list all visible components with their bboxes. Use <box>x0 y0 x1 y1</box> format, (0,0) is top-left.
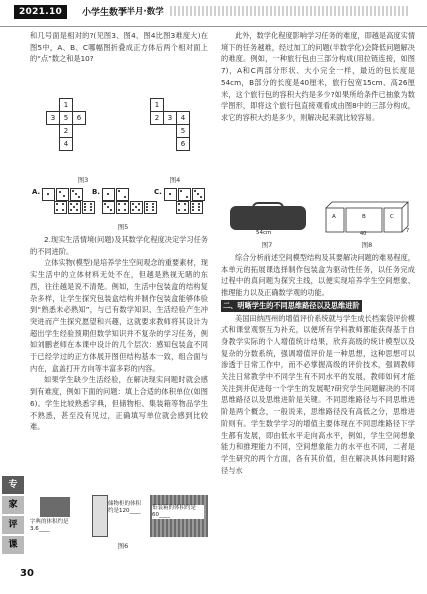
right-paragraph-3: 美国田纳西州的增值评价系统就与学生成长档案袋评价模式和课堂观察互为补充，以便所有学科教师都能获得基于自身教学实际的个人增值统计结果，欣弃高级的统计模型以及复杂的分数系统，强调增值评价是一种思想，这种思想可以渗透于日常工作中，而不必掌握高级的评价技术，强调教师关注日常教学中不同学生有不同水平的发展，教师如何才能关注到并促进每一个学生的发展呢?研究学生问题解决的不同思维路径以及思维进阶是关键。不同思维路径与不同思维进阶是两个概念，一般说来，思维路径没有高低之分，思维进阶则有。学生数学学习的增值主要体现在不同思维路径下学生都有发展，即由低水平走向高水平，例如，学生空间想象能力和推理能力不同，空间想象能力的水平也不同，二者是学生研究的两个方面，各有其价值，但在解决具体问题时路径与水 <box>221 313 415 475</box>
box-dim-40: 40 <box>360 231 367 237</box>
net4-cell: 2 <box>151 112 164 125</box>
net4-cell: 3 <box>164 112 177 125</box>
locker-image <box>90 495 145 537</box>
net4-cell: 6 <box>177 138 190 151</box>
dice-face <box>130 201 143 214</box>
right-column-body <box>221 252 415 476</box>
dictionary-label: 字典的体积约是3.6____ <box>30 519 69 532</box>
rail-tab-3: 评 <box>2 516 24 534</box>
net3-cell: 1 <box>60 99 73 112</box>
net3-cell: 2 <box>60 125 73 138</box>
page-header <box>0 0 427 27</box>
net3-cell: 4 <box>60 138 73 151</box>
locker-label: 储物柜的体积约是120____ <box>108 501 142 514</box>
figure-7-caption: 图7 <box>261 241 273 249</box>
book-icon <box>40 497 70 517</box>
rail-tab-2: 家 <box>2 496 24 514</box>
option-a-dice-row2 <box>54 199 96 218</box>
section-heading-wrap <box>221 300 415 312</box>
figure-8-caption: 图8 <box>361 241 373 249</box>
figure-8 <box>322 200 414 238</box>
locker-icon <box>92 495 108 537</box>
net4-cell: 1 <box>151 99 164 112</box>
figure-5 <box>32 186 210 218</box>
figure-3 <box>46 98 99 151</box>
cube-net-4 <box>150 98 190 151</box>
box-label-b: B <box>362 214 366 220</box>
net4-cell: 4 <box>177 112 190 125</box>
edition-label: 下半月·数学 <box>118 7 164 17</box>
figure-3-caption: 图3 <box>77 176 89 184</box>
figure-7 <box>224 202 316 236</box>
rail-tab-4: 课 <box>2 536 24 554</box>
dice-face <box>190 201 203 214</box>
dictionary-image <box>30 495 85 537</box>
left-paragraph-4: 如果学生缺少生活经验，在解决现实问题时就会感到有难度，例如下面的问题：填上合适的体积单位(如图6)。学生比较熟悉字典，但储物柜、集装箱等物品学生不熟悉，甚至没有见过，正确填写单位就会感到比较难。 <box>30 375 208 432</box>
net4-cell: 5 <box>177 125 190 138</box>
bag-dimension: 54cm <box>256 230 272 236</box>
header-stripe <box>170 6 410 16</box>
box-label-c: C <box>390 214 394 220</box>
dice-face <box>144 201 157 214</box>
option-c-dice-row2 <box>176 199 204 218</box>
cube-net-3 <box>46 98 99 151</box>
option-c-label: C. <box>154 188 162 196</box>
left-paragraph-1: 和几号面是相对的?(见图3、图4、图4比图3难度大)在图5中，A、B、C哪幅图折叠成正方体后两个相对面上的“点”数之和是10? <box>30 31 208 64</box>
dice-face <box>82 201 95 214</box>
figure-6 <box>30 495 210 539</box>
option-b-label: B. <box>92 188 100 196</box>
right-column <box>221 30 415 124</box>
left-column <box>30 30 208 65</box>
magazine-name: 小学生数学 <box>82 8 128 18</box>
figure-5-caption: 图5 <box>117 223 129 231</box>
box-dim-7: 7 <box>406 228 410 234</box>
left-paragraph-3: 立体实物(模型)是培养学生空间观念的重要素材，现实生活中的立体材料无处不在，但越是熟视无睹的东西，往往越是说不清楚。例如，生活中包装盒的结构复杂多样，让学生探究包装盒结构并制作包装盒能够体验到“熟悉未必熟知”，与已有数学知识、生活经验产生冲突进而产生探究愿望和兴趣，这就要求教师将其设计为超出学生经验预期但数学知识并不复杂的学习任务，例如刘鹏老师在本课中设计的几个层次：感知包装盒不同于已经学过的正方体展开图但结构基本一致，组合面与内在，盒盖打开方向等丰富多彩的内容。 <box>30 258 208 373</box>
figure-6-caption: 图6 <box>117 542 129 550</box>
right-paragraph-2: 综合分析前述空间模型结构及其要解决问题的难易程度，本单元的拓展课选择制作包装盒为驱动性任务，以任务完成过程中的真问题为探究主线，以便实现培养学生空间想象、推理能力以及正确数学观的功能。 <box>221 253 415 298</box>
dice-face <box>54 201 67 214</box>
option-b-dice-row2 <box>102 199 158 218</box>
left-column-body <box>30 234 208 433</box>
container-label: 集装箱的体积约是60____ <box>152 505 204 519</box>
left-paragraph-2: 2.现实生活情境(问题)及其数学化程度决定学习任务的不同进阶。 <box>30 235 208 256</box>
figure-4 <box>150 98 190 151</box>
dice-face <box>68 201 81 214</box>
dice-face <box>176 201 189 214</box>
option-a-label: A. <box>32 188 41 196</box>
rail-tab-1: 专 <box>2 476 24 494</box>
dice-face <box>102 201 115 214</box>
bag-handle <box>252 202 284 210</box>
dice-face <box>116 201 129 214</box>
page-number: 30 <box>20 568 34 579</box>
section-heading: 二、明晰学生的不同思维路径以及思维进阶 <box>223 300 360 310</box>
figure-4-caption: 图4 <box>169 176 181 184</box>
issue-number: 2021.10 <box>14 5 67 19</box>
right-paragraph-1: 此外，数学化程度影响学习任务的难度，即越是高度实情境下的任务越难，经过加工的问题(半数学化)会降低问题解决的难度。例如，一种旅行包由三部分构成(用拉链连接，如图7)，A和C两部分形状、大小完全一样，最近的包长度是54cm，B部分的长度是40厘米，旅行包宽15cm、高26厘米，这个旅行包的容积大约是多少?如果所给条件已抽象为数学图形，即将这个旅行包直接观看成由图8中的三部分构成，求它的容积大约是多少，则解决起来就比较容易。 <box>221 31 415 122</box>
net3-cell: 5 <box>60 112 73 125</box>
container-image <box>150 495 208 537</box>
net3-cell: 3 <box>47 112 60 125</box>
box-label-a: A <box>332 214 336 220</box>
net3-cell: 6 <box>73 112 86 125</box>
